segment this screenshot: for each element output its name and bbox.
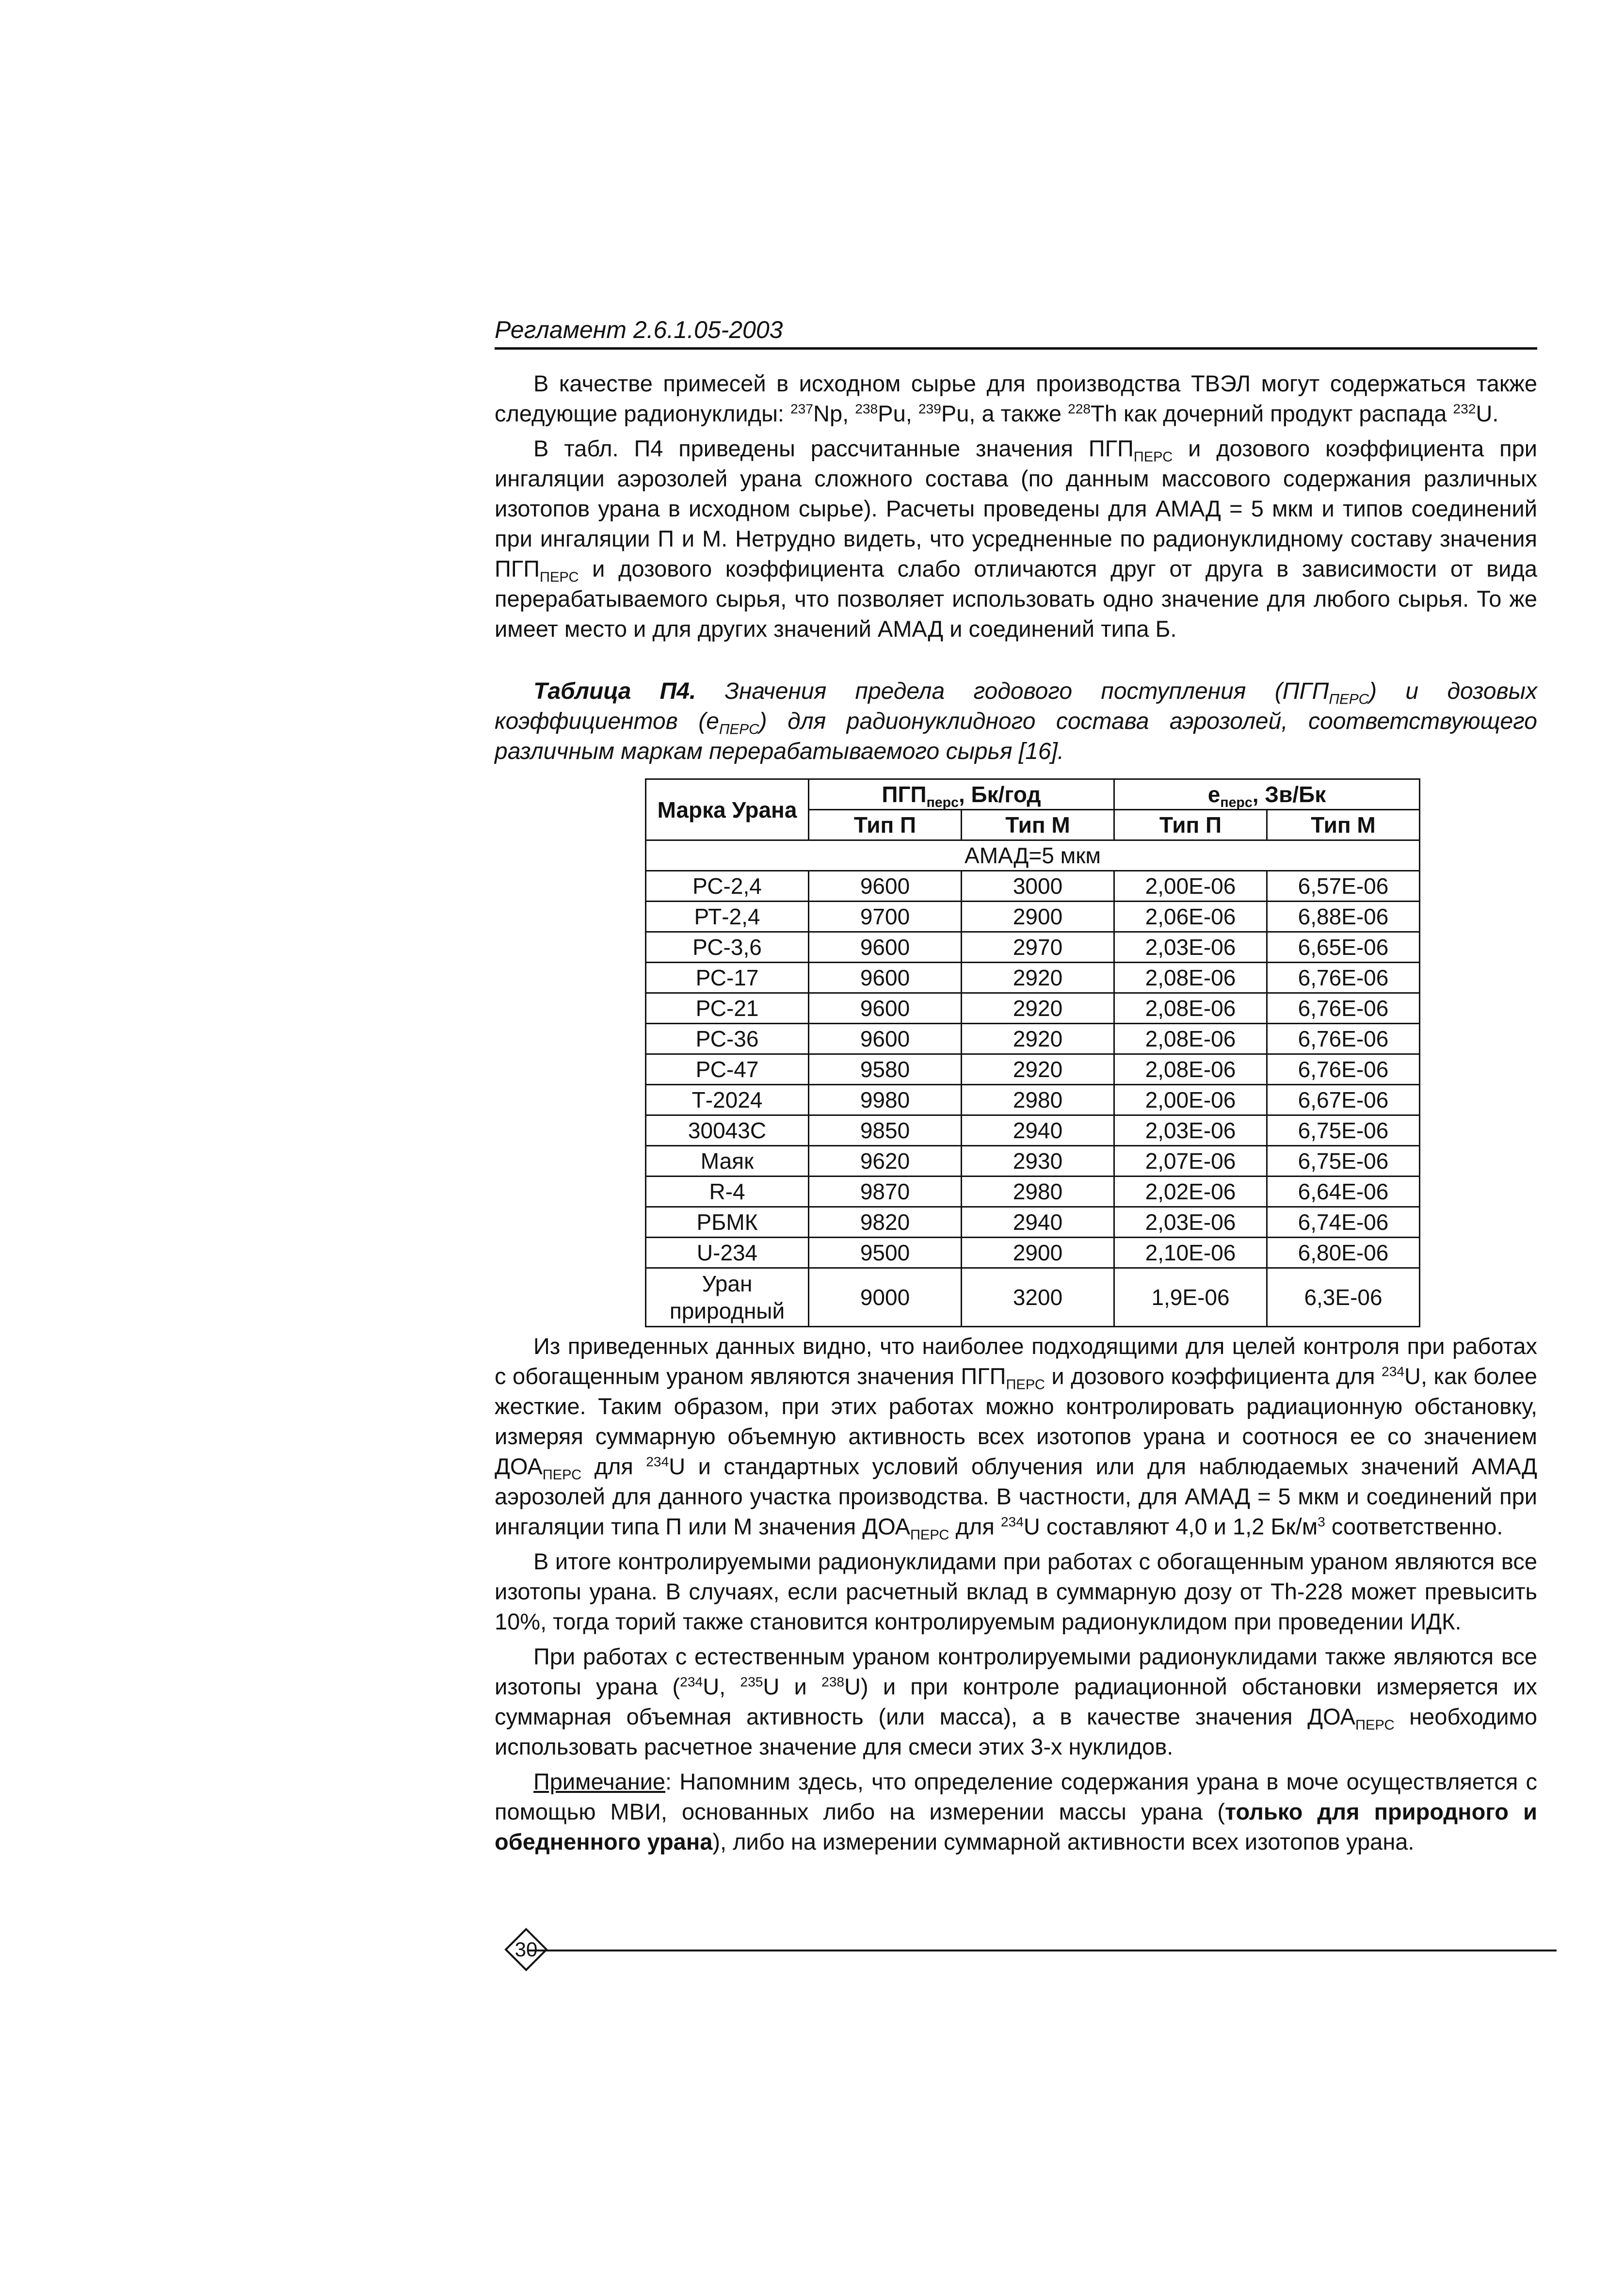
amad-row: АМАД=5 мкм xyxy=(646,840,1420,871)
cell-value: 2,03Е-06 xyxy=(1114,932,1267,963)
cell-value: 2,07Е-06 xyxy=(1114,1146,1267,1177)
cell-value: 2920 xyxy=(962,1054,1114,1085)
cell-value: 9600 xyxy=(809,993,962,1024)
cell-value: 3200 xyxy=(962,1268,1114,1327)
header-pgp: $ПГП_{перс}$, Бк/год xyxy=(809,779,1114,810)
paragraph-controlled-nuclides: В итоге контролируемыми радионуклидами при работах с обогащенным ураном являются все изотопы урана. В случаях, если расчетный вклад в суммарную дозу от Th-228 может превысить 10%, тогда торий также становится контролируемым радионуклидом при проведении ИДК. xyxy=(495,1548,1537,1634)
header-e-tip-p: Тип П xyxy=(1114,810,1267,840)
table-row xyxy=(646,1085,1420,1115)
cell-value: 6,76Е-06 xyxy=(1267,963,1420,993)
table-label: Таблица П4. xyxy=(533,678,696,704)
cell-value: 9620 xyxy=(809,1146,962,1177)
cell-value: 6,76Е-06 xyxy=(1267,993,1420,1024)
cell-value: 2,08Е-06 xyxy=(1114,1054,1267,1085)
page-header xyxy=(495,315,1537,350)
cell-value: 6,76Е-06 xyxy=(1267,1054,1420,1085)
cell-value: 9870 xyxy=(809,1177,962,1207)
cell-value: 9600 xyxy=(809,871,962,902)
cell-value: 6,75Е-06 xyxy=(1267,1115,1420,1146)
cell-value: 2,08Е-06 xyxy=(1114,993,1267,1024)
cell-mark: РС-21 xyxy=(646,993,809,1024)
cell-value: 2900 xyxy=(962,1238,1114,1268)
cell-value: 6,57Е-06 xyxy=(1267,871,1420,902)
cell-value: 6,65Е-06 xyxy=(1267,932,1420,963)
cell-value: 9700 xyxy=(809,902,962,932)
table-row xyxy=(646,1207,1420,1238)
header-mark: Марка Урана xyxy=(646,779,809,840)
paragraph-impurities: В качестве примесей в исходном сырье для производства ТВЭЛ могут содержаться также следующие радионуклиды: $^{237}$Np, $^{238}$Pu, $^{239}$Pu, а также $^{228}$Th как дочерний продукт распада $^{232}$U. xyxy=(495,371,1537,426)
cell-value: 2,02Е-06 xyxy=(1114,1177,1267,1207)
cell-value: 6,80Е-06 xyxy=(1267,1238,1420,1268)
cell-value: 2920 xyxy=(962,963,1114,993)
header-pgp-tip-m: Тип М xyxy=(962,810,1114,840)
table-row xyxy=(646,1146,1420,1177)
cell-value: 9500 xyxy=(809,1238,962,1268)
table-row xyxy=(646,1115,1420,1146)
cell-value: 9600 xyxy=(809,932,962,963)
note-label: Примечание xyxy=(533,1769,666,1794)
cell-mark: РС-3,6 xyxy=(646,932,809,963)
cell-value: 9580 xyxy=(809,1054,962,1085)
table-row xyxy=(646,963,1420,993)
cell-value: 2920 xyxy=(962,993,1114,1024)
paragraph-note: Примечание: Напомним здесь, что определение содержания урана в моче осуществляется с помощью МВИ, основанных либо на измерении массы урана (только для природного и обедненного урана), либо на измерении суммарной активности всех изотопов урана. xyxy=(495,1769,1537,1854)
cell-value: 2,00Е-06 xyxy=(1114,1085,1267,1115)
table-row xyxy=(646,993,1420,1024)
table-row xyxy=(646,1054,1420,1085)
table-row xyxy=(646,902,1420,932)
table-body xyxy=(646,871,1420,1327)
table-row xyxy=(646,1268,1420,1327)
cell-value: 2920 xyxy=(962,1024,1114,1054)
table-p4 xyxy=(645,778,1420,1327)
header-pgp-tip-p: Тип П xyxy=(809,810,962,840)
cell-value: 2980 xyxy=(962,1085,1114,1115)
paragraph-natural-uranium: При работах с естественным ураном контролируемыми радионуклидами также являются все изотопы урана ($^{234}$U, $^{235}$U и $^{238}$U) и при контроле радиационной обстановки измеряется их суммарная объемная активность (или масса), а в качестве значения $ДОА_{ПЕРС}$ необходимо использовать расчетное значение для смеси этих 3-х нуклидов. xyxy=(495,1644,1537,1759)
cell-mark: РС-47 xyxy=(646,1054,809,1085)
cell-mark: Т-2024 xyxy=(646,1085,809,1115)
cell-value: 9850 xyxy=(809,1115,962,1146)
cell-value: 6,67Е-06 xyxy=(1267,1085,1420,1115)
cell-value: 6,3Е-06 xyxy=(1267,1268,1420,1327)
header-e: $е_{перс}$, Зв/Бк xyxy=(1114,779,1420,810)
cell-mark: РБМК xyxy=(646,1207,809,1238)
cell-value: 9600 xyxy=(809,1024,962,1054)
conclusion-section xyxy=(495,1331,1537,1862)
cell-value: 2,08Е-06 xyxy=(1114,1024,1267,1054)
table-row xyxy=(646,1177,1420,1207)
cell-mark: U-234 xyxy=(646,1238,809,1268)
cell-value: 2,06Е-06 xyxy=(1114,902,1267,932)
cell-value: 2930 xyxy=(962,1146,1114,1177)
cell-value: 2,00Е-06 xyxy=(1114,871,1267,902)
header-e-tip-m: Тип М xyxy=(1267,810,1420,840)
cell-value: 3000 xyxy=(962,871,1114,902)
cell-value: 2970 xyxy=(962,932,1114,963)
cell-mark: Маяк xyxy=(646,1146,809,1177)
cell-value: 6,74Е-06 xyxy=(1267,1207,1420,1238)
cell-mark: РС-36 xyxy=(646,1024,809,1054)
cell-value: 2940 xyxy=(962,1115,1114,1146)
cell-value: 6,88Е-06 xyxy=(1267,902,1420,932)
table-row xyxy=(646,932,1420,963)
cell-value: 1,9Е-06 xyxy=(1114,1268,1267,1327)
intro-section xyxy=(495,369,1537,649)
document-title: Регламент 2.6.1.05-2003 xyxy=(495,316,783,343)
cell-value: 6,76Е-06 xyxy=(1267,1024,1420,1054)
table-row xyxy=(646,1024,1420,1054)
cell-value: 2,03Е-06 xyxy=(1114,1115,1267,1146)
table-caption: Таблица П4. Значения предела годового поступления $(ПГП_{ПЕРС})$ и дозовых коэффициентов $(е_{ПЕРС})$ для радионуклидного состава аэрозолей, соответствующего различным маркам перерабатываемого сырья [16]. xyxy=(495,678,1537,764)
cell-value: 9820 xyxy=(809,1207,962,1238)
cell-value: 2980 xyxy=(962,1177,1114,1207)
cell-mark: РС-17 xyxy=(646,963,809,993)
paragraph-enriched-uranium: Из приведенных данных видно, что наиболее подходящими для целей контроля при работах с обогащенным ураном являются значения $ПГП_{ПЕРС}$ и дозового коэффициента для $^{234}$U, как более жесткие. Таким образом, при этих работах можно контролировать радиационную обстановку, измеряя суммарную объемную активность всех изотопов урана и соотнося ее со значением $ДОА_{ПЕРС}$ для $^{234}$U и стандартных условий облучения или для наблюдаемых значений АМАД аэрозолей для данного участка производства. В частности, для АМАД = 5 мкм и соединений при ингаляции типа П или М значения $ДОА_{ПЕРС}$ для $^{234}$U составляют 4,0 и 1,2 $Бк/м^3$ соответственно. xyxy=(495,1333,1537,1543)
cell-mark: РТ-2,4 xyxy=(646,902,809,932)
cell-value: 2940 xyxy=(962,1207,1114,1238)
page-number: 30 xyxy=(515,1938,538,1961)
cell-mark: Уран природный xyxy=(646,1268,809,1327)
cell-value: 2,08Е-06 xyxy=(1114,963,1267,993)
cell-value: 9980 xyxy=(809,1085,962,1115)
cell-value: 2,10Е-06 xyxy=(1114,1238,1267,1268)
cell-mark: РС-2,4 xyxy=(646,871,809,902)
table-row xyxy=(646,1238,1420,1268)
cell-value: 6,75Е-06 xyxy=(1267,1146,1420,1177)
footer-rule xyxy=(529,1950,1557,1951)
cell-value: 2900 xyxy=(962,902,1114,932)
cell-mark: R-4 xyxy=(646,1177,809,1207)
cell-mark: 30043С xyxy=(646,1115,809,1146)
cell-value: 6,64Е-06 xyxy=(1267,1177,1420,1207)
table-row xyxy=(646,871,1420,902)
paragraph-table-intro: В табл. П4 приведены рассчитанные значения $ПГП_{ПЕРС}$ и дозового коэффициента при ингаляции аэрозолей урана сложного состава (по данным массового содержания различных изотопов урана в исходном сырье). Расчеты проведены для АМАД = 5 мкм и типов соединений при ингаляции П и М. Нетрудно видеть, что усредненные по радионуклидному составу значения $ПГП_{ПЕРС}$ и дозового коэффициента слабо отличаются друг от друга в зависимости от вида перерабатываемого сырья, что позволяет использовать одно значение для любого сырья. То же имеет место и для других значений АМАД и соединений типа Б. xyxy=(495,435,1537,642)
cell-value: 9000 xyxy=(809,1268,962,1327)
cell-value: 9600 xyxy=(809,963,962,993)
cell-value: 2,03Е-06 xyxy=(1114,1207,1267,1238)
